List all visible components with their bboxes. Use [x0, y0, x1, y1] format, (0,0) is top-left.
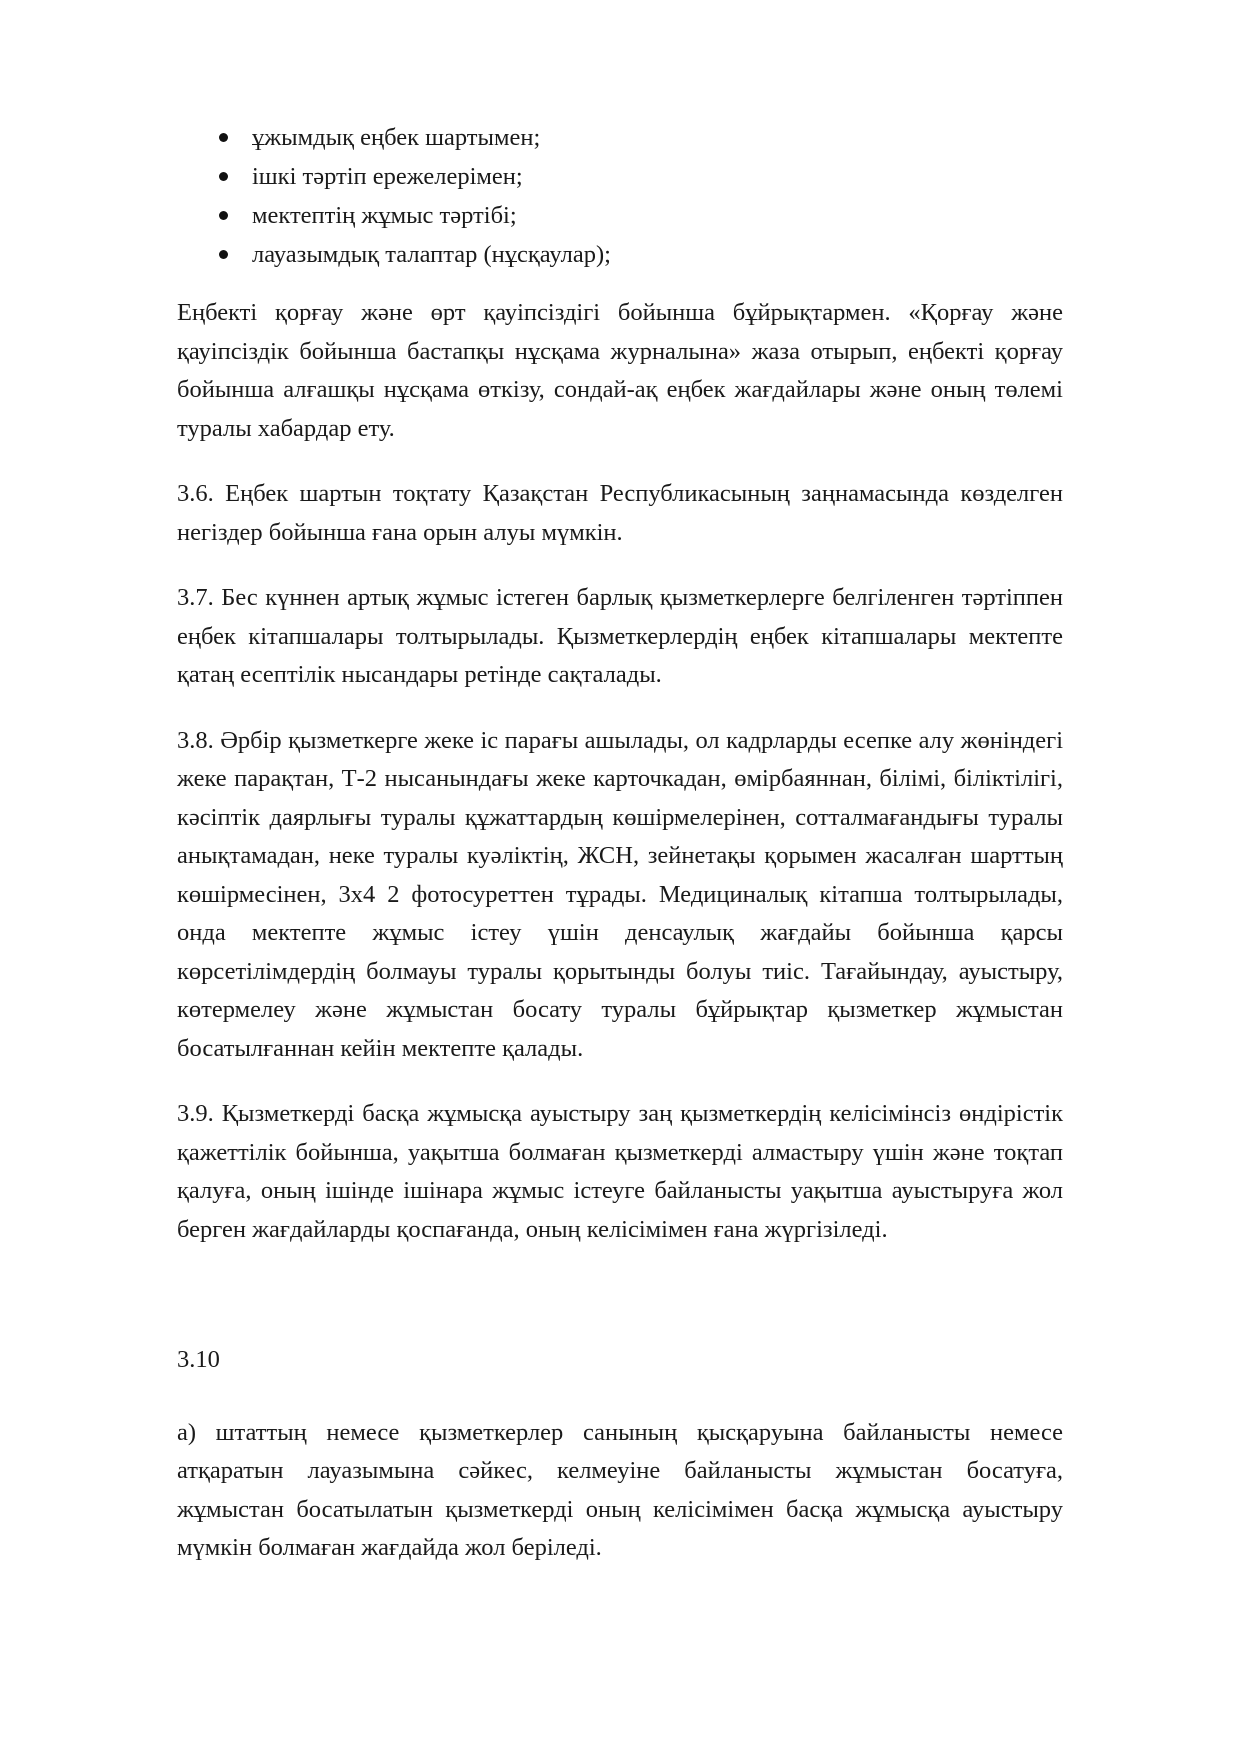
document-page — [177, 118, 1063, 1568]
bullet-item — [177, 118, 1063, 157]
bullet-dot-icon — [219, 133, 228, 142]
paragraph-intro: Еңбекті қорғау және өрт қауіпсіздігі бойынша бұйрықтармен. «Қорғау және қауіпсіздік бойынша бастапқы нұсқама журналына» жаза отырып, еңбекті қорғау бойынша алғашқы нұсқама өткізу, сондай-ақ еңбек жағдайлары және оның төлемі туралы хабардар ету. — [177, 299, 1063, 442]
paragraph-3-6: 3.6. Еңбек шартын тоқтату Қазақстан Республикасының заңнамасында көзделген негіздер бойынша ғана орын алуы мүмкін. — [177, 480, 1063, 546]
paragraph-3-10-a: а) штаттың немесе қызметкерлер санының қысқаруына байланысты немесе атқаратын лауазымына сәйкес, келмеуіне байланысты жұмыстан босатуға, жұмыстан босатылатын қызметкерді оның келісімімен басқа жұмысқа ауыстыру мүмкін болмаған жағдайда жол беріледі. — [177, 1418, 1063, 1561]
paragraph-3-9: 3.9. Қызметкерді басқа жұмысқа ауыстыру заң қызметкердің келісімінсіз өндірістік қажеттілік бойынша, уақытша болмаған қызметкерді алмастыру үшін және тоқтап қалуға, оның ішінде ішінара жұмыс істеуге байланысты уақытша ауыстыруға жол берген жағдайларды қоспағанда, оның келісімімен ғана жүргізіледі. — [177, 1100, 1063, 1243]
bullet-item — [177, 235, 1063, 274]
bullet-dot-icon — [219, 211, 228, 220]
bullet-dot-icon — [219, 172, 228, 181]
bullet-text: лауазымдық талаптар (нұсқаулар); — [252, 241, 611, 268]
bullet-text: ұжымдық еңбек шартымен; — [252, 124, 541, 151]
bullet-item — [177, 196, 1063, 235]
bullet-dot-icon — [219, 250, 228, 259]
bullet-list — [177, 118, 1063, 274]
bullet-text: ішкі тәртіп ережелерімен; — [252, 163, 523, 190]
section-heading-3-10: 3.10 — [177, 1346, 220, 1373]
paragraph-3-8: 3.8. Әрбір қызметкерге жеке іс парағы ашылады, ол кадрларды есепке алу жөніндегі жеке парақтан, Т-2 нысанындағы жеке карточкадан, өмірбаяннан, білімі, біліктілігі, кәсіптік даярлығы туралы құжаттардың көшірмелерінен, сотталмағандығы туралы анықтамадан, неке туралы куәліктің, ЖСН, зейнетақы қорымен жасалған шарттың көшірмесінен, 3х4 2 фотосуреттен тұрады. Медициналық кітапша толтырылады, онда мектепте жұмыс істеу үшін денсаулық жағдайы бойынша қарсы көрсетілімдердің болмауы туралы қорытынды болуы тиіс. Тағайындау, ауыстыру, көтермелеу және жұмыстан босату туралы бұйрықтар қызметкер жұмыстан босатылғаннан кейін мектепте қалады. — [177, 726, 1063, 1062]
bullet-item — [177, 157, 1063, 196]
paragraph-3-7: 3.7. Бес күннен артық жұмыс істеген барлық қызметкерлерге белгіленген тәртіппен еңбек кітапшалары толтырылады. Қызметкерлердің еңбек кітапшалары мектепте қатаң есептілік нысандары ретінде сақталады. — [177, 584, 1063, 688]
bullet-text: мектептің жұмыс тәртібі; — [252, 202, 517, 229]
